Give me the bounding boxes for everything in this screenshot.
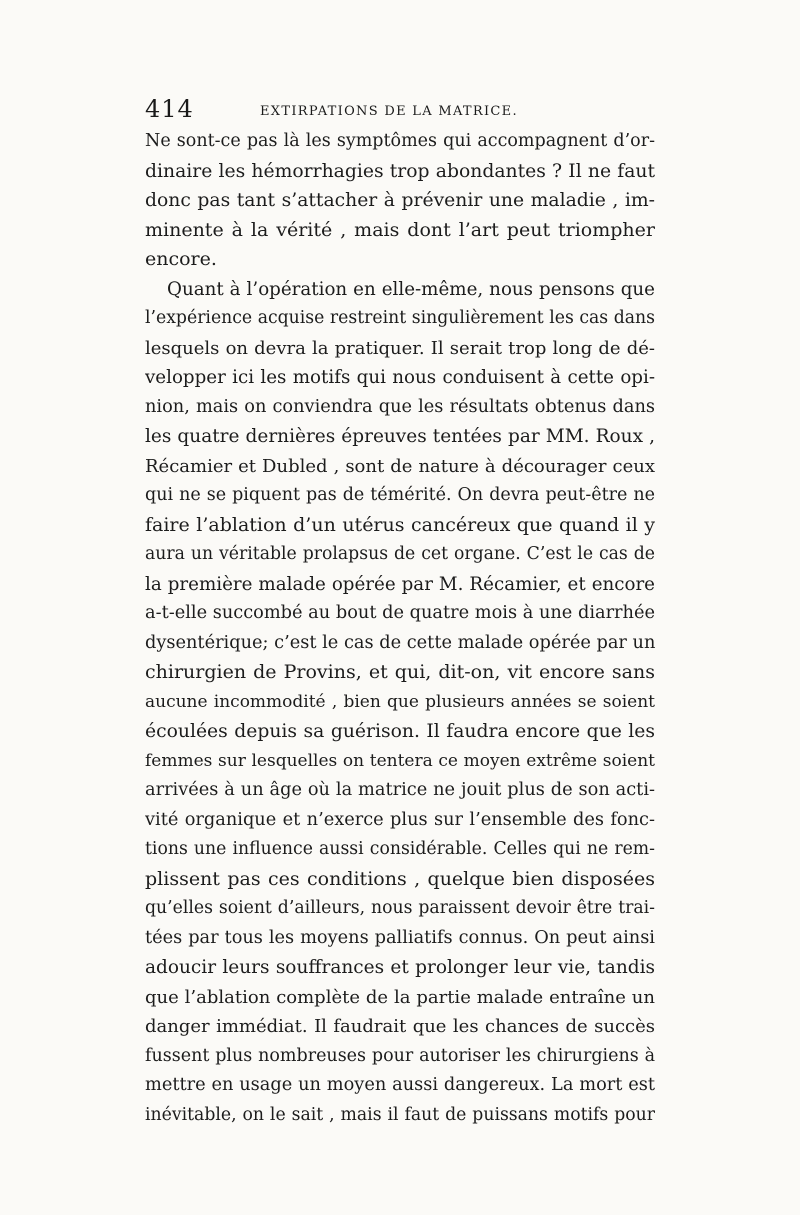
running-title: EXTIRPATIONS DE LA MATRICE. (260, 104, 518, 119)
text-line: fussent plus nombreuses pour autoriser les chirurgiens à (145, 1045, 655, 1066)
text-line: femmes sur lesquelles on tentera ce moyen extrême soient (145, 750, 655, 771)
text-line: la première malade opérée par M. Récamier, et encore (145, 573, 655, 595)
text-line: l’expérience acquise restreint singulièrement les cas dans (145, 308, 655, 328)
text-line: a-t-elle succombé au bout de quatre mois à une diarrhée (145, 603, 655, 623)
text-line: dysentérique; c’est le cas de cette malade opérée par un (145, 632, 655, 653)
text-line: aura un véritable prolapsus de cet organe. C’est le cas de (145, 544, 655, 564)
text-line: Ne sont-ce pas là les symptômes qui accompagnent d’or- (145, 131, 655, 151)
text-line: velopper ici les motifs qui nous conduisent à cette opi- (145, 367, 655, 388)
text-line: mettre en usage un moyen aussi dangereux. La mort est (145, 1075, 655, 1095)
text-line: minente à la vérité , mais dont l’art peut triompher (145, 218, 655, 241)
text-line: adoucir leurs souffrances et prolonger leur vie, tandis (145, 957, 655, 978)
text-line: lesquels on devra la pratiquer. Il serait trop long de dé- (145, 337, 655, 359)
text-line: danger immédiat. Il faudrait que les chances de succès (145, 1016, 655, 1037)
text-line: tions une influence aussi considérable. Celles qui ne rem- (145, 839, 655, 859)
text-line: tées par tous les moyens palliatifs connus. On peut ainsi (145, 927, 655, 948)
text-line: plissent pas ces conditions , quelque bien disposées (145, 867, 655, 890)
text-line: qu’elles soient d’ailleurs, nous paraissent devoir être trai- (145, 898, 655, 918)
text-line: chirurgien de Provins, et qui, dit-on, vit encore sans (145, 661, 655, 683)
text-line: Quant à l’opération en elle-même, nous pensons que (167, 278, 655, 300)
text-line: encore. (145, 248, 217, 270)
text-line: vité organique et n’exerce plus sur l’ensemble des fonc- (145, 809, 655, 830)
body-text (145, 127, 655, 1130)
text-line: arrivées à un âge où la matrice ne jouit plus de son acti- (145, 780, 655, 800)
text-line: les quatre dernières épreuves tentées par MM. Roux , (145, 426, 655, 447)
text-line: Récamier et Dubled , sont de nature à décourager ceux (145, 455, 655, 477)
text-line: écoulées depuis sa guérison. Il faudra encore que les (145, 721, 655, 742)
running-head (145, 95, 655, 127)
page-number: 414 (145, 95, 194, 123)
text-line: inévitable, on le sait , mais il faut de puissans motifs pour (145, 1104, 655, 1125)
text-line: donc pas tant s’attacher à prévenir une maladie , im- (145, 190, 655, 211)
text-line: faire l’ablation d’un utérus cancéreux que quand il y (145, 513, 655, 536)
text-line: qui ne se piquent pas de témérité. On devra peut-être ne (145, 485, 655, 505)
text-line: aucune incommodité , bien que plusieurs années se soient (145, 691, 655, 712)
text-line: que l’ablation complète de la partie malade entraîne un (145, 986, 655, 1008)
text-line: nion, mais on conviendra que les résultats obtenus dans (145, 396, 655, 417)
text-line: dinaire les hémorrhagies trop abondantes ? Il ne faut (145, 160, 655, 182)
